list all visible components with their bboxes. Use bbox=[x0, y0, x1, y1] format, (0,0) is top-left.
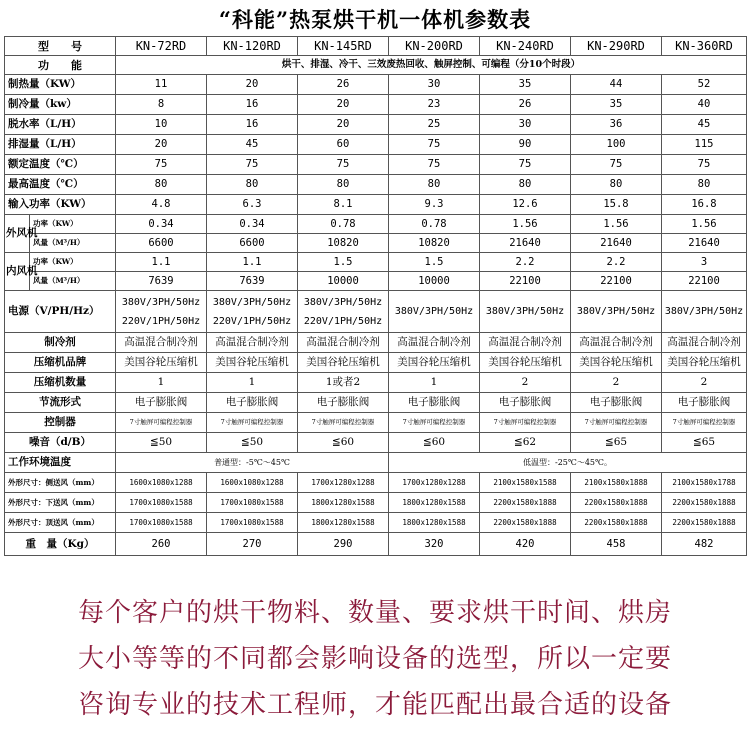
model-name: KN-290RD bbox=[571, 37, 662, 56]
spec-value: 美国谷轮压缩机 bbox=[207, 353, 298, 373]
spec-value: 美国谷轮压缩机 bbox=[480, 353, 571, 373]
fan-air-value: 7639 bbox=[207, 272, 298, 291]
power-supply-row bbox=[5, 291, 747, 333]
weight-value: 458 bbox=[571, 533, 662, 556]
spec-value: 7寸触屏可编程控制器 bbox=[662, 413, 747, 433]
spec-value: 40 bbox=[662, 95, 747, 115]
power-supply-value bbox=[662, 291, 747, 333]
spec-value: ≦65 bbox=[571, 433, 662, 453]
spec-value: ≦62 bbox=[480, 433, 571, 453]
spec-value: 美国谷轮压缩机 bbox=[116, 353, 207, 373]
spec-value: 75 bbox=[207, 155, 298, 175]
dimension-label: 外形尺寸：下送风（mm） bbox=[5, 493, 116, 513]
fan-power-value: 1.56 bbox=[662, 215, 747, 234]
spec-label: 输入功率（KW） bbox=[5, 195, 116, 215]
spec-value: 100 bbox=[571, 135, 662, 155]
spec-row bbox=[5, 135, 747, 155]
power-supply-3ph: 380V/3PH/50Hz bbox=[121, 296, 201, 308]
spec-value: ≦60 bbox=[298, 433, 389, 453]
spec-label: 脱水率（L/H） bbox=[5, 115, 116, 135]
fan-air-value: 6600 bbox=[207, 234, 298, 253]
spec-row bbox=[5, 393, 747, 413]
spec-value: 9.3 bbox=[389, 195, 480, 215]
spec-value: 11 bbox=[116, 75, 207, 95]
dimension-value: 1700x1080x1588 bbox=[116, 513, 207, 533]
dimension-value: 1700x1080x1588 bbox=[207, 513, 298, 533]
spec-value: 15.8 bbox=[571, 195, 662, 215]
spec-value: 4.8 bbox=[116, 195, 207, 215]
fan-air-value: 22100 bbox=[480, 272, 571, 291]
dimension-value: 2100x1580x1788 bbox=[662, 473, 747, 493]
spec-value: 高温混合制冷剂 bbox=[662, 333, 747, 353]
spec-value: 90 bbox=[480, 135, 571, 155]
spec-value: 电子膨胀阀 bbox=[389, 393, 480, 413]
spec-value: 75 bbox=[480, 155, 571, 175]
power-supply-1ph: 220V/1PH/50Hz bbox=[121, 315, 201, 327]
spec-value: 高温混合制冷剂 bbox=[207, 333, 298, 353]
spec-value: 7寸触屏可编程控制器 bbox=[116, 413, 207, 433]
spec-value: 8 bbox=[116, 95, 207, 115]
header-row bbox=[5, 37, 747, 56]
weight-value: 260 bbox=[116, 533, 207, 556]
dimension-value: 2200x1580x1888 bbox=[480, 513, 571, 533]
fan-air-value: 7639 bbox=[116, 272, 207, 291]
spec-row bbox=[5, 115, 747, 135]
spec-value: 高温混合制冷剂 bbox=[389, 333, 480, 353]
fan-power-row bbox=[5, 253, 747, 272]
spec-value: 16.8 bbox=[662, 195, 747, 215]
spec-value: 35 bbox=[571, 95, 662, 115]
spec-label: 制冷剂 bbox=[5, 333, 116, 353]
spec-row bbox=[5, 413, 747, 433]
power-supply-3ph: 380V/3PH/50Hz bbox=[303, 296, 383, 308]
spec-value: 80 bbox=[207, 175, 298, 195]
spec-value: 美国谷轮压缩机 bbox=[571, 353, 662, 373]
spec-label: 压缩机数量 bbox=[5, 373, 116, 393]
ambient-low: 低温型：-25℃～45℃。 bbox=[389, 453, 747, 473]
spec-row bbox=[5, 75, 747, 95]
spec-value: 6.3 bbox=[207, 195, 298, 215]
spec-label: 节流形式 bbox=[5, 393, 116, 413]
power-supply-3ph: 380V/3PH/50Hz bbox=[664, 306, 744, 317]
spec-value: 20 bbox=[207, 75, 298, 95]
spec-row bbox=[5, 155, 747, 175]
spec-value: 75 bbox=[662, 155, 747, 175]
spec-label: 噪音（d/B） bbox=[5, 433, 116, 453]
spec-value: 1或者2 bbox=[298, 373, 389, 393]
fan-air-value: 10820 bbox=[298, 234, 389, 253]
selection-note bbox=[0, 590, 750, 728]
power-supply-3ph: 380V/3PH/50Hz bbox=[485, 306, 565, 317]
fan-power-value: 0.78 bbox=[389, 215, 480, 234]
spec-value: 26 bbox=[480, 95, 571, 115]
spec-value: 23 bbox=[389, 95, 480, 115]
dimension-value: 2200x1580x1888 bbox=[662, 513, 747, 533]
dimension-row bbox=[5, 493, 747, 513]
spec-value: 电子膨胀阀 bbox=[480, 393, 571, 413]
dimension-value: 1600x1080x1288 bbox=[116, 473, 207, 493]
dimension-value: 2200x1580x1888 bbox=[480, 493, 571, 513]
spec-table bbox=[4, 36, 747, 556]
fan-air-label: 风量（M³/H） bbox=[30, 272, 116, 291]
weight-value: 290 bbox=[298, 533, 389, 556]
spec-value: 20 bbox=[116, 135, 207, 155]
spec-value: 80 bbox=[389, 175, 480, 195]
spec-value: 高温混合制冷剂 bbox=[571, 333, 662, 353]
fan-label: 外风机 bbox=[5, 215, 30, 253]
note-line: 每个客户的烘干物料、数量、要求烘干时间、烘房 bbox=[77, 598, 672, 628]
model-name: KN-120RD bbox=[207, 37, 298, 56]
function-row bbox=[5, 56, 747, 75]
power-supply-value bbox=[207, 291, 298, 333]
spec-value: 高温混合制冷剂 bbox=[116, 333, 207, 353]
power-supply-value bbox=[571, 291, 662, 333]
dimension-value: 2100x1580x1588 bbox=[480, 473, 571, 493]
spec-value: 7寸触屏可编程控制器 bbox=[298, 413, 389, 433]
fan-air-value: 10000 bbox=[389, 272, 480, 291]
spec-value: 2 bbox=[480, 373, 571, 393]
spec-value: 16 bbox=[207, 95, 298, 115]
dimension-value: 2200x1580x1888 bbox=[571, 513, 662, 533]
spec-value: 75 bbox=[389, 135, 480, 155]
power-supply-label: 电源（V/PH/Hz） bbox=[5, 291, 116, 333]
spec-value: 80 bbox=[662, 175, 747, 195]
fan-air-value: 10000 bbox=[298, 272, 389, 291]
fan-air-value: 10820 bbox=[389, 234, 480, 253]
fan-air-label: 风量（M³/H） bbox=[30, 234, 116, 253]
spec-row bbox=[5, 433, 747, 453]
spec-value: 30 bbox=[389, 75, 480, 95]
spec-value: 7寸触屏可编程控制器 bbox=[571, 413, 662, 433]
spec-label: 排湿量（L/H） bbox=[5, 135, 116, 155]
fan-power-value: 1.56 bbox=[571, 215, 662, 234]
dimension-value: 1700x1080x1588 bbox=[207, 493, 298, 513]
model-name: KN-72RD bbox=[116, 37, 207, 56]
fan-air-value: 21640 bbox=[480, 234, 571, 253]
dimension-row bbox=[5, 473, 747, 493]
fan-power-value: 1.5 bbox=[298, 253, 389, 272]
dimension-value: 1800x1280x1588 bbox=[298, 493, 389, 513]
spec-value: 1 bbox=[116, 373, 207, 393]
spec-value: 8.1 bbox=[298, 195, 389, 215]
function-label: 功 能 bbox=[5, 56, 116, 75]
power-supply-value bbox=[389, 291, 480, 333]
spec-row bbox=[5, 353, 747, 373]
power-supply-3ph: 380V/3PH/50Hz bbox=[576, 306, 656, 317]
spec-row bbox=[5, 373, 747, 393]
spec-label: 制冷量（kw） bbox=[5, 95, 116, 115]
ambient-row bbox=[5, 453, 747, 473]
spec-value: 75 bbox=[116, 155, 207, 175]
spec-value: 80 bbox=[298, 175, 389, 195]
spec-value: 45 bbox=[662, 115, 747, 135]
spec-value: 35 bbox=[480, 75, 571, 95]
spec-value: 美国谷轮压缩机 bbox=[662, 353, 747, 373]
ambient-label: 工作环境温度 bbox=[5, 453, 116, 473]
dimension-value: 2200x1580x1888 bbox=[662, 493, 747, 513]
power-supply-1ph: 220V/1PH/50Hz bbox=[212, 315, 292, 327]
spec-row bbox=[5, 175, 747, 195]
spec-value: 80 bbox=[480, 175, 571, 195]
spec-value: 电子膨胀阀 bbox=[207, 393, 298, 413]
fan-air-value: 21640 bbox=[662, 234, 747, 253]
ambient-normal: 普通型：-5℃～45℃ bbox=[116, 453, 389, 473]
fan-power-value: 0.78 bbox=[298, 215, 389, 234]
fan-power-value: 2.2 bbox=[571, 253, 662, 272]
note-line: 大小等等的不同都会影响设备的选型，所以一定要 bbox=[77, 644, 672, 674]
fan-power-label: 功率（KW） bbox=[30, 253, 116, 272]
model-header-label: 型 号 bbox=[5, 37, 116, 56]
power-supply-3ph: 380V/3PH/50Hz bbox=[394, 306, 474, 317]
fan-air-value: 21640 bbox=[571, 234, 662, 253]
spec-value: 电子膨胀阀 bbox=[116, 393, 207, 413]
spec-value: ≦60 bbox=[389, 433, 480, 453]
fan-air-value: 22100 bbox=[662, 272, 747, 291]
power-supply-value bbox=[116, 291, 207, 333]
model-name: KN-360RD bbox=[662, 37, 747, 56]
dimension-value: 1800x1280x1588 bbox=[298, 513, 389, 533]
page-title: “科能”热泵烘干机一体机参数表 bbox=[218, 7, 532, 32]
spec-value: 10 bbox=[116, 115, 207, 135]
fan-power-label: 功率（KW） bbox=[30, 215, 116, 234]
dimension-label: 外形尺寸：侧送风（mm） bbox=[5, 473, 116, 493]
model-name: KN-240RD bbox=[480, 37, 571, 56]
spec-value: 25 bbox=[389, 115, 480, 135]
spec-value: ≦50 bbox=[207, 433, 298, 453]
spec-label: 压缩机品牌 bbox=[5, 353, 116, 373]
spec-value: 44 bbox=[571, 75, 662, 95]
spec-value: 高温混合制冷剂 bbox=[480, 333, 571, 353]
spec-value: 美国谷轮压缩机 bbox=[389, 353, 480, 373]
dimension-value: 1700x1080x1588 bbox=[116, 493, 207, 513]
power-supply-value bbox=[298, 291, 389, 333]
spec-value: 80 bbox=[571, 175, 662, 195]
dimension-value: 1800x1280x1588 bbox=[389, 513, 480, 533]
spec-value: 45 bbox=[207, 135, 298, 155]
spec-value: 60 bbox=[298, 135, 389, 155]
spec-value: 电子膨胀阀 bbox=[571, 393, 662, 413]
model-name: KN-200RD bbox=[389, 37, 480, 56]
spec-value: 12.6 bbox=[480, 195, 571, 215]
fan-air-row bbox=[5, 234, 747, 253]
fan-power-value: 1.1 bbox=[207, 253, 298, 272]
spec-value: 75 bbox=[571, 155, 662, 175]
dimension-value: 1800x1280x1588 bbox=[389, 493, 480, 513]
dimension-value: 2100x1580x1888 bbox=[571, 473, 662, 493]
weight-row bbox=[5, 533, 747, 556]
spec-value: 1 bbox=[389, 373, 480, 393]
weight-value: 482 bbox=[662, 533, 747, 556]
spec-value: 115 bbox=[662, 135, 747, 155]
spec-value: 7寸触屏可编程控制器 bbox=[207, 413, 298, 433]
spec-label: 控制器 bbox=[5, 413, 116, 433]
spec-value: ≦65 bbox=[662, 433, 747, 453]
power-supply-3ph: 380V/3PH/50Hz bbox=[212, 296, 292, 308]
weight-value: 320 bbox=[389, 533, 480, 556]
function-value: 烘干、排湿、冷干、三效废热回收、触屏控制、可编程（分10个时段） bbox=[116, 56, 747, 75]
weight-value: 270 bbox=[207, 533, 298, 556]
dimension-value: 2200x1580x1888 bbox=[571, 493, 662, 513]
fan-air-row bbox=[5, 272, 747, 291]
fan-label: 内风机 bbox=[5, 253, 30, 291]
spec-value: 2 bbox=[571, 373, 662, 393]
spec-label: 最高温度（℃） bbox=[5, 175, 116, 195]
dimension-value: 1700x1280x1288 bbox=[389, 473, 480, 493]
dimension-value: 1600x1080x1288 bbox=[207, 473, 298, 493]
spec-value: 20 bbox=[298, 115, 389, 135]
spec-value: 36 bbox=[571, 115, 662, 135]
fan-power-value: 3 bbox=[662, 253, 747, 272]
model-name: KN-145RD bbox=[298, 37, 389, 56]
spec-label: 额定温度（℃） bbox=[5, 155, 116, 175]
dimension-row bbox=[5, 513, 747, 533]
power-supply-1ph: 220V/1PH/50Hz bbox=[303, 315, 383, 327]
spec-value: 26 bbox=[298, 75, 389, 95]
spec-value: 高温混合制冷剂 bbox=[298, 333, 389, 353]
power-supply-value bbox=[480, 291, 571, 333]
fan-power-value: 0.34 bbox=[207, 215, 298, 234]
spec-value: 电子膨胀阀 bbox=[662, 393, 747, 413]
fan-air-value: 6600 bbox=[116, 234, 207, 253]
spec-value: 52 bbox=[662, 75, 747, 95]
spec-row bbox=[5, 195, 747, 215]
fan-air-value: 22100 bbox=[571, 272, 662, 291]
dimension-label: 外形尺寸：顶送风（mm） bbox=[5, 513, 116, 533]
note-line: 咨询专业的技术工程师，才能匹配出最合适的设备 bbox=[77, 690, 672, 720]
fan-power-value: 0.34 bbox=[116, 215, 207, 234]
spec-value: 75 bbox=[389, 155, 480, 175]
fan-power-value: 1.56 bbox=[480, 215, 571, 234]
spec-value: 30 bbox=[480, 115, 571, 135]
spec-value: 20 bbox=[298, 95, 389, 115]
spec-label: 制热量（KW） bbox=[5, 75, 116, 95]
spec-value: 电子膨胀阀 bbox=[298, 393, 389, 413]
weight-value: 420 bbox=[480, 533, 571, 556]
spec-value: 7寸触屏可编程控制器 bbox=[389, 413, 480, 433]
fan-power-value: 1.5 bbox=[389, 253, 480, 272]
spec-value: 1 bbox=[207, 373, 298, 393]
fan-power-value: 2.2 bbox=[480, 253, 571, 272]
dimension-value: 1700x1280x1288 bbox=[298, 473, 389, 493]
spec-value: 80 bbox=[116, 175, 207, 195]
spec-value: 美国谷轮压缩机 bbox=[298, 353, 389, 373]
spec-value: 75 bbox=[298, 155, 389, 175]
fan-power-value: 1.1 bbox=[116, 253, 207, 272]
fan-power-row bbox=[5, 215, 747, 234]
spec-row bbox=[5, 333, 747, 353]
spec-value: 2 bbox=[662, 373, 747, 393]
spec-value: 7寸触屏可编程控制器 bbox=[480, 413, 571, 433]
weight-label: 重 量（Kg） bbox=[5, 533, 116, 556]
spec-value: ≦50 bbox=[116, 433, 207, 453]
spec-row bbox=[5, 95, 747, 115]
spec-value: 16 bbox=[207, 115, 298, 135]
